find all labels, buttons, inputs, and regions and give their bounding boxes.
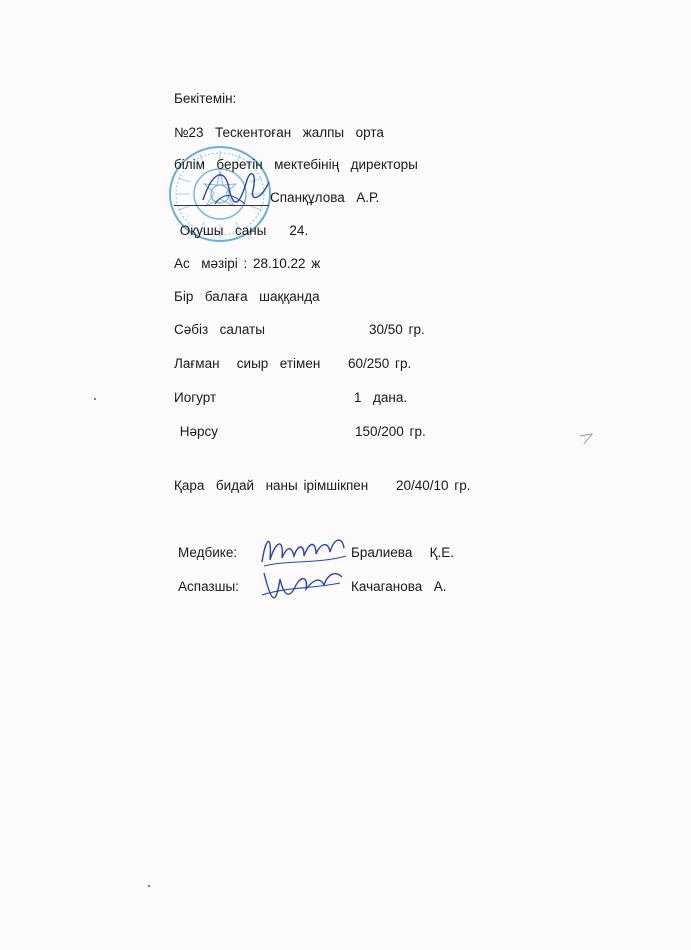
per-child-label: Бір балаға шаққанда	[174, 289, 320, 304]
menu-item-amount: 1 дана.	[354, 390, 408, 405]
scan-mark	[578, 432, 598, 446]
menu-date: Ас мәзірі : 28.10.22 ж	[174, 256, 321, 271]
nurse-name: Бралиева Қ.Е.	[351, 545, 454, 560]
menu-item-amount: 30/50 гр.	[369, 322, 425, 337]
menu-item-name: Лағман сиыр етімен	[174, 356, 321, 371]
menu-item-name: Нәрсу	[174, 424, 219, 439]
cook-signature-icon	[258, 565, 348, 610]
director-name: Спанқұлова А.Р.	[270, 190, 380, 205]
menu-item-amount: 150/200 гр.	[355, 424, 426, 439]
scan-speck	[94, 398, 96, 400]
scan-speck	[148, 885, 150, 887]
menu-item-amount: 20/40/10 гр.	[396, 478, 471, 493]
cook-label: Аспазшы:	[178, 579, 239, 594]
students-count: Оқушы саны 24.	[174, 223, 309, 238]
nurse-label: Медбике:	[178, 545, 238, 560]
school-line-2: білім беретін мектебінің директоры	[174, 157, 418, 172]
approve-label: Бекітемін:	[174, 91, 237, 106]
director-signature-line	[174, 205, 269, 206]
menu-item-name: Қара бидай наны ірімшікпен	[174, 478, 369, 493]
cook-name: Качаганова А.	[351, 579, 447, 594]
menu-item-amount: 60/250 гр.	[348, 356, 412, 371]
school-line-1: №23 Тескентоған жалпы орта	[174, 125, 384, 140]
menu-item-name: Сәбіз салаты	[174, 322, 265, 337]
menu-item-name: Иогурт	[174, 390, 217, 405]
